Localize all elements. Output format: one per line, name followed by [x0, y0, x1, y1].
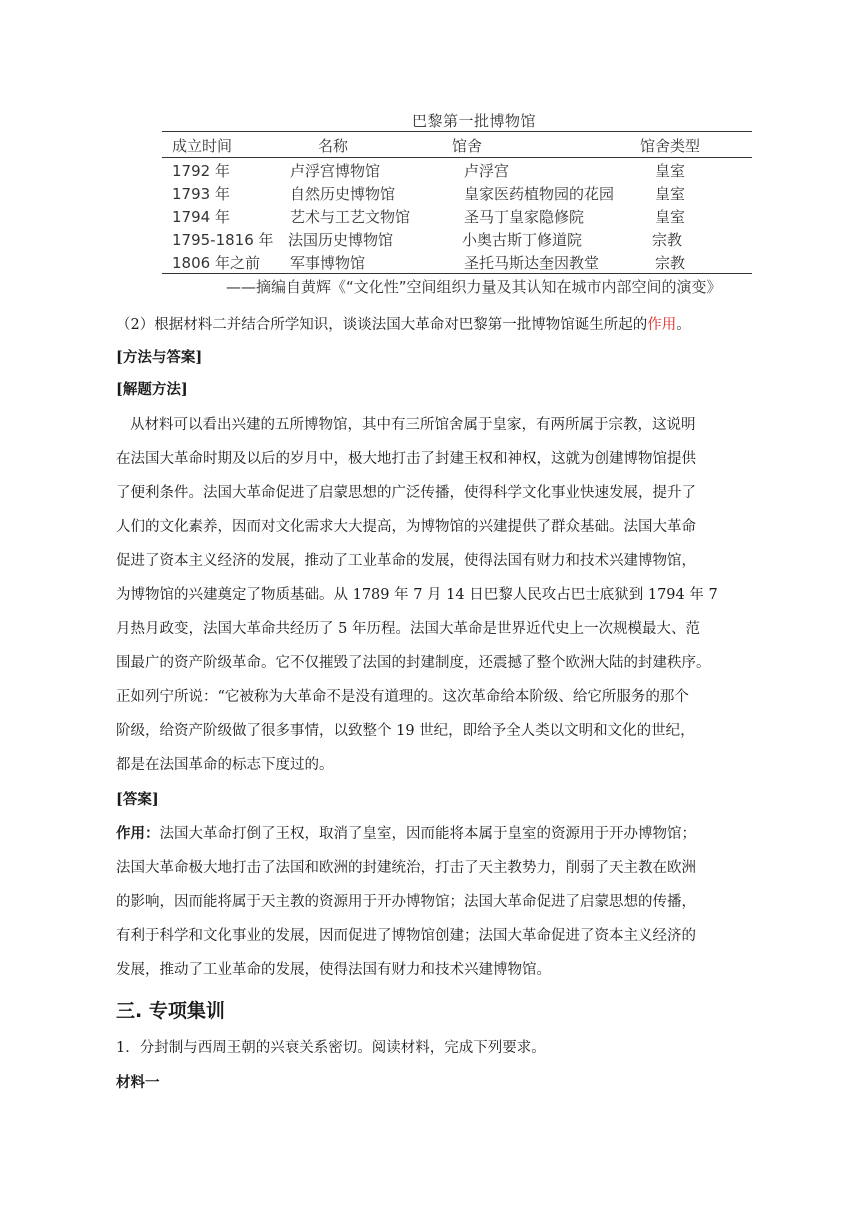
table-header-cell: 馆舍	[452, 137, 483, 155]
table-header-cell: 名称	[318, 137, 349, 155]
solution-line: 促进了资本主义经济的发展，推动了工业革命的发展，使得法国有财力和技术兴建博物馆，	[116, 553, 696, 569]
table-cell: 1792 年	[172, 162, 230, 180]
section-heading: 三. 专项集训	[116, 1000, 225, 1022]
table-header-cell: 成立时间	[172, 137, 233, 155]
table-cell: 皇室	[655, 185, 686, 203]
table-top-rule	[162, 131, 752, 132]
solution-line: 了便利条件。法国大革命促进了启蒙思想的广泛传播，使得科学文化事业快速发展，提升了	[116, 485, 696, 501]
table-cell: 军事博物馆	[290, 254, 366, 272]
solution-line: 月热月政变，法国大革命共经历了 5 年历程。法国大革命是世界近代史上一次规模最大、范	[116, 621, 700, 637]
table-cell: 1794 年	[172, 208, 230, 226]
solution-line: 在法国大革命时期及以后的岁月中，极大地打击了封建王权和神权，这就为创建博物馆提供	[116, 451, 696, 467]
question-highlight: 作用	[647, 317, 677, 333]
table-cell: 皇室	[655, 162, 686, 180]
table-cell: 皇室	[655, 208, 686, 226]
table-source-citation: ——摘编自黄辉《“文化性”空间组织力量及其认知在城市内部空间的演变》	[226, 278, 722, 296]
table-cell: 1795-1816 年	[172, 231, 274, 249]
answer-line: 有利于科学和文化事业的发展，因而促进了博物馆创建；法国大革命促进了资本主义经济的	[116, 928, 696, 944]
answer-line: 发展，推动了工业革命的发展，使得法国有财力和技术兴建博物馆。	[116, 962, 551, 978]
table-title: 巴黎第一批博物馆	[412, 112, 537, 130]
solution-line: 正如列宁所说：“它被称为大革命不是没有道理的。这次革命给本阶级、给它所服务的那个	[116, 689, 689, 705]
solution-heading: [解题方法]	[116, 381, 188, 398]
answer-heading: [答案]	[116, 791, 159, 808]
table-cell: 卢浮宫	[464, 162, 510, 180]
table-cell: 皇家医药植物园的花园	[464, 185, 615, 203]
question-end: 。	[676, 317, 691, 333]
table-cell: 卢浮宫博物馆	[290, 162, 381, 180]
table-cell: 宗教	[655, 254, 686, 272]
answer-label: 作用：	[116, 825, 160, 842]
table-cell: 法国历史博物馆	[288, 231, 394, 249]
solution-line: 围最广的资产阶级革命。它不仅摧毁了法国的封建制度，还震撼了整个欧洲大陆的封建秩序。	[116, 655, 711, 671]
question-text: （2）根据材料二并结合所学知识，谈谈法国大革命对巴黎第一批博物馆诞生所起的	[116, 317, 648, 333]
table-cell: 宗教	[652, 231, 683, 249]
material-label: 材料一	[116, 1074, 160, 1091]
table-cell: 圣马丁皇家隐修院	[464, 208, 585, 226]
answer-line: 的影响，因而能将属于天主教的资源用于开办博物馆；法国大革命促进了启蒙思想的传播，	[116, 894, 696, 910]
table-cell: 小奥古斯丁修道院	[462, 231, 583, 249]
table-cell: 圣托马斯达奎因教堂	[464, 254, 600, 272]
answer-text: 法国大革命打倒了王权，取消了皇室，因而能将本属于皇室的资源用于开办博物馆；	[159, 826, 696, 842]
solution-line: 阶级，给资产阶级做了很多事情，以致整个 19 世纪，即给予全人类以文明和文化的世纪，	[116, 723, 695, 739]
table-bottom-rule	[162, 273, 752, 274]
table-header-rule	[162, 157, 752, 158]
solution-line: 都是在法国革命的标志下度过的。	[116, 757, 334, 773]
table-header-cell: 馆舍类型	[640, 137, 701, 155]
table-cell: 艺术与工艺文物馆	[290, 208, 411, 226]
exercise-text: 1．分封制与西周王朝的兴衰关系密切。阅读材料，完成下列要求。	[116, 1040, 546, 1056]
table-cell: 1793 年	[172, 185, 230, 203]
solution-line: 从材料可以看出兴建的五所博物馆，其中有三所馆舍属于皇家，有两所属于宗教，这说明	[130, 417, 696, 433]
solution-line: 为博物馆的兴建奠定了物质基础。从 1789 年 7 月 14 日巴黎人民攻占巴士底狱到 1794 年 7	[116, 587, 718, 603]
solution-line: 人们的文化素养，因而对文化需求大大提高，为博物馆的兴建提供了群众基础。法国大革命	[116, 519, 696, 535]
question-line	[116, 315, 736, 335]
answer-line: 法国大革命极大地打击了法国和欧洲的封建统治，打击了天主教势力，削弱了天主教在欧洲	[116, 860, 696, 876]
table-cell: 自然历史博物馆	[290, 185, 396, 203]
method-heading: [方法与答案]	[116, 349, 203, 366]
answer-line	[116, 824, 736, 844]
table-cell: 1806 年之前	[172, 254, 260, 272]
